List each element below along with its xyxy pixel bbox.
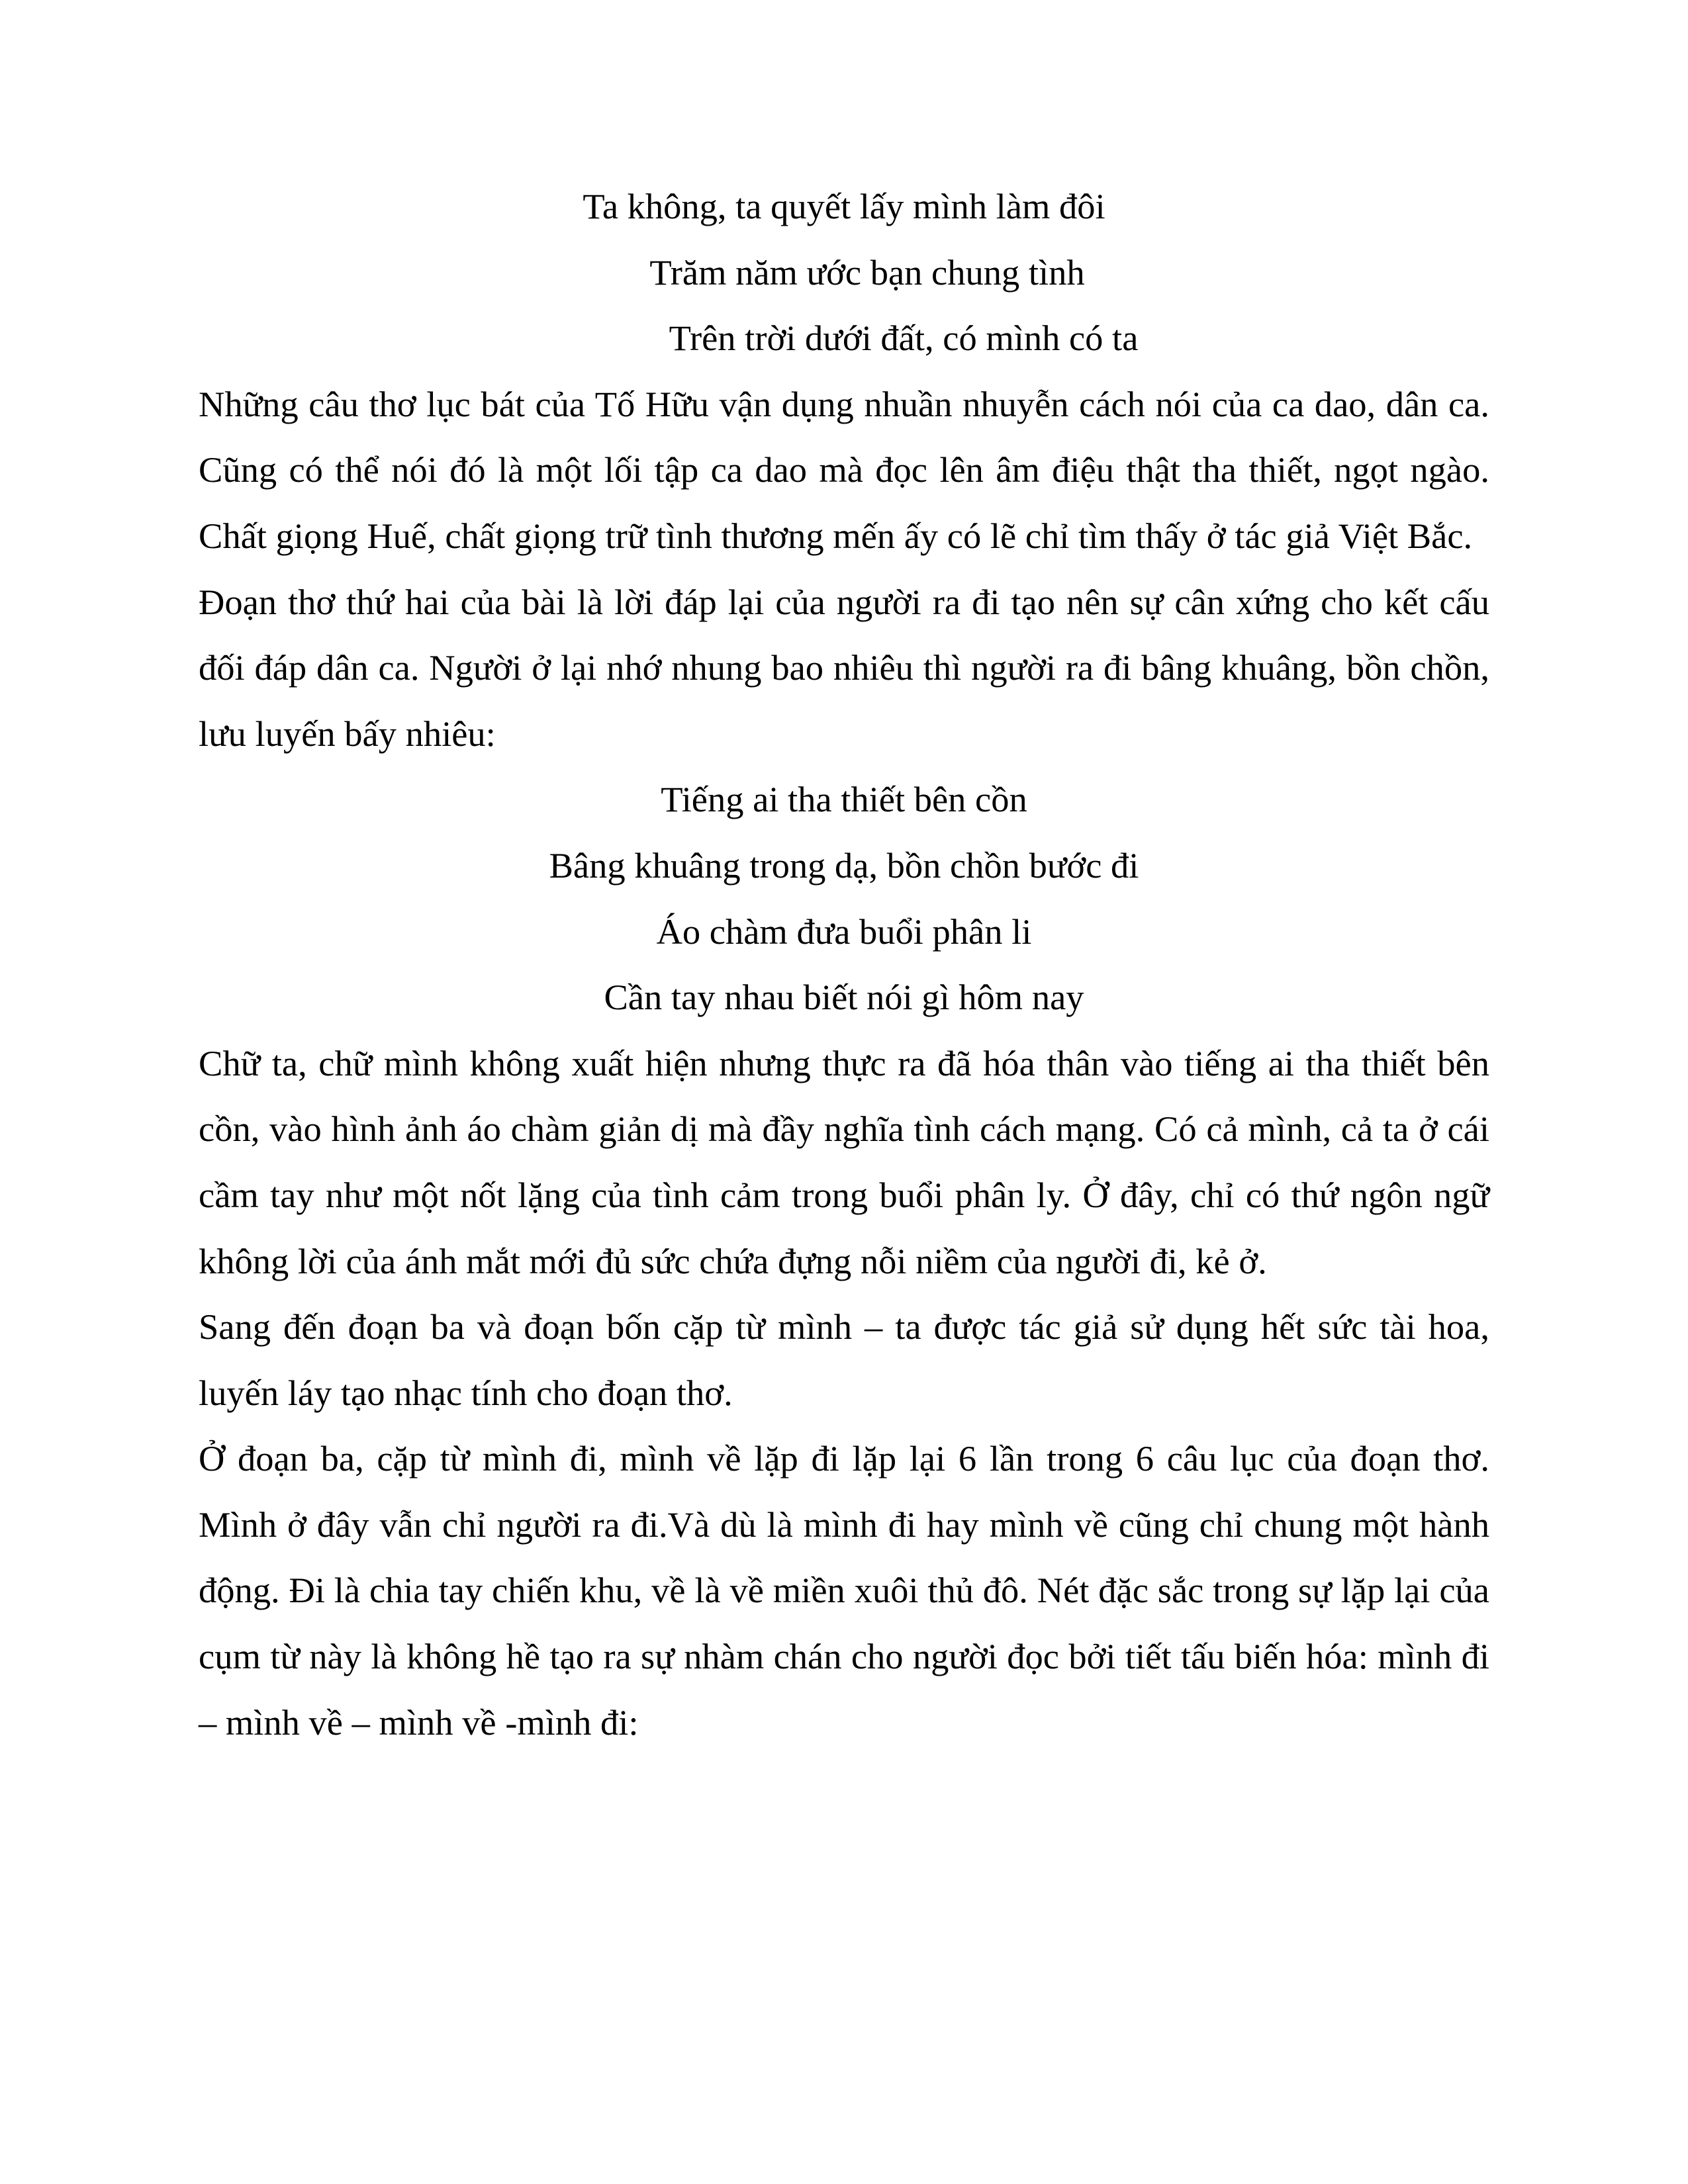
- verse-line: Trên trời dưới đất, có mình có ta: [669, 318, 1139, 359]
- verse-line: Áo chàm đưa buổi phân li: [656, 911, 1032, 952]
- verse-line: Tiếng ai tha thiết bên cồn: [661, 779, 1027, 820]
- body-paragraph: Chữ ta, chữ mình không xuất hiện nhưng thực ra đã hóa thân vào tiếng ai tha thiết bên cồn, vào hình ảnh áo chàm giản dị mà đầy nghĩa tình cách mạng. Có cả mình, cả ta ở cái cầm tay như một nốt lặng của tình cảm trong buổi phân ly. Ở đây, chỉ có thứ ngôn ngữ không lời của ánh mắt mới đủ sức chứa đựng nỗi niềm của người đi, kẻ ở.: [199, 1042, 1489, 1281]
- body-paragraph: Sang đến đoạn ba và đoạn bốn cặp từ mình – ta được tác giả sử dụng hết sức tài hoa, luyến láy tạo nhạc tính cho đoạn thơ.: [199, 1306, 1489, 1413]
- body-paragraph: Ở đoạn ba, cặp từ mình đi, mình về lặp đi lặp lại 6 lần trong 6 câu lục của đoạn thơ. Mình ở đây vẫn chỉ người ra đi.Và dù là mình đi hay mình về cũng chỉ chung một hành động. Đi là chia tay chiến khu, về là về miền xuôi thủ đô. Nét đặc sắc trong sự lặp lại của cụm từ này là không hề tạo ra sự nhàm chán cho người đọc bởi tiết tấu biến hóa: mình đi – mình về – mình về -mình đi:: [199, 1438, 1489, 1743]
- verse-line: Ta không, ta quyết lấy mình làm đôi: [583, 186, 1105, 226]
- body-paragraph: Đoạn thơ thứ hai của bài là lời đáp lại của người ra đi tạo nên sự cân xứng cho kết cấu đối đáp dân ca. Người ở lại nhớ nhung bao nhiêu thì người ra đi bâng khuâng, bồn chồn, lưu luyến bấy nhiêu:: [199, 581, 1489, 754]
- body-paragraph: Những câu thơ lục bát của Tố Hữu vận dụng nhuần nhuyễn cách nói của ca dao, dân ca. Cũng có thể nói đó là một lối tập ca dao mà đọc lên âm điệu thật tha thiết, ngọt ngào. Chất giọng Huế, chất giọng trữ tình thương mến ấy có lẽ chỉ tìm thấy ở tác giả Việt Bắc.: [199, 383, 1489, 556]
- verse-line: Trăm năm ước bạn chung tình: [649, 251, 1085, 293]
- verse-line: Bâng khuâng trong dạ, bồn chồn bước đi: [549, 844, 1139, 886]
- verse-line: Cần tay nhau biết nói gì hôm nay: [604, 977, 1084, 1018]
- document-page: [199, 173, 1489, 1755]
